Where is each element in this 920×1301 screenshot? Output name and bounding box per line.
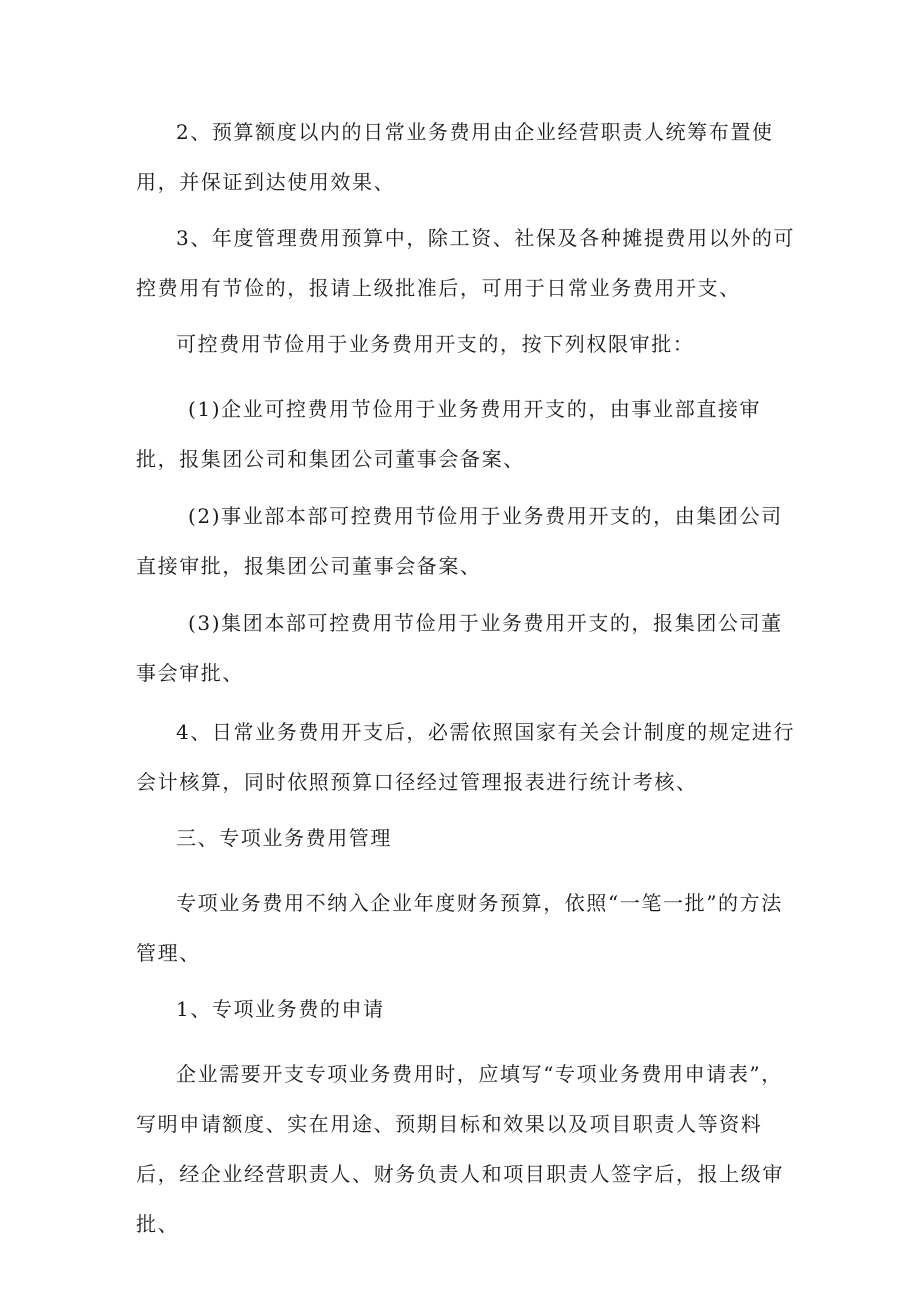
paragraph-item-1-enterprise: (1)企业可控费用节俭用于业务费用开支的，由事业部直接审批，报集团公司和集团公司董事会备案、 bbox=[136, 397, 762, 471]
paragraph-item-3-group: (3)集团本部可控费用节俭用于业务费用开支的，报集团公司董事会审批、 bbox=[136, 611, 783, 685]
section-heading-special-expense: 三、专项业务费用管理 bbox=[176, 826, 392, 850]
subheading-special-expense-application: 1、专项业务费的申请 bbox=[176, 997, 385, 1021]
paragraph-budget-daily-expense: 2、预算额度以内的日常业务费用由企业经营职责人统筹布置使用，并保证到达使用效果、 bbox=[136, 120, 774, 194]
paragraph-special-expense-policy: 专项业务费用不纳入企业年度财务预算，依照“一笔一批”的方法管理、 bbox=[136, 891, 783, 965]
paragraph-application-procedure: 企业需要开支专项业务费用时，应填写“专项业务费用申请表”，写明申请额度、实在用途、预期目标和效果以及项目职责人等资料后，经企业经营职责人、财务负责人和项目职责人签字后，报上级审批、 bbox=[136, 1062, 784, 1236]
paragraph-approval-authority-intro: 可控费用节俭用于业务费用开支的，按下列权限审批： bbox=[176, 332, 695, 356]
paragraph-accounting-review: 4、日常业务费用开支后，必需依照国家有关会计制度的规定进行会计核算，同时依照预算口径经过管理报表进行统计考核、 bbox=[136, 720, 796, 794]
paragraph-item-2-division: (2)事业部本部可控费用节俭用于业务费用开支的，由集团公司直接审批，报集团公司董事会备案、 bbox=[136, 504, 783, 578]
paragraph-management-expense-budget: 3、年度管理费用预算中，除工资、社保及各种摊提费用以外的可控费用有节俭的，报请上级批准后，可用于日常业务费用开支、 bbox=[136, 226, 796, 300]
